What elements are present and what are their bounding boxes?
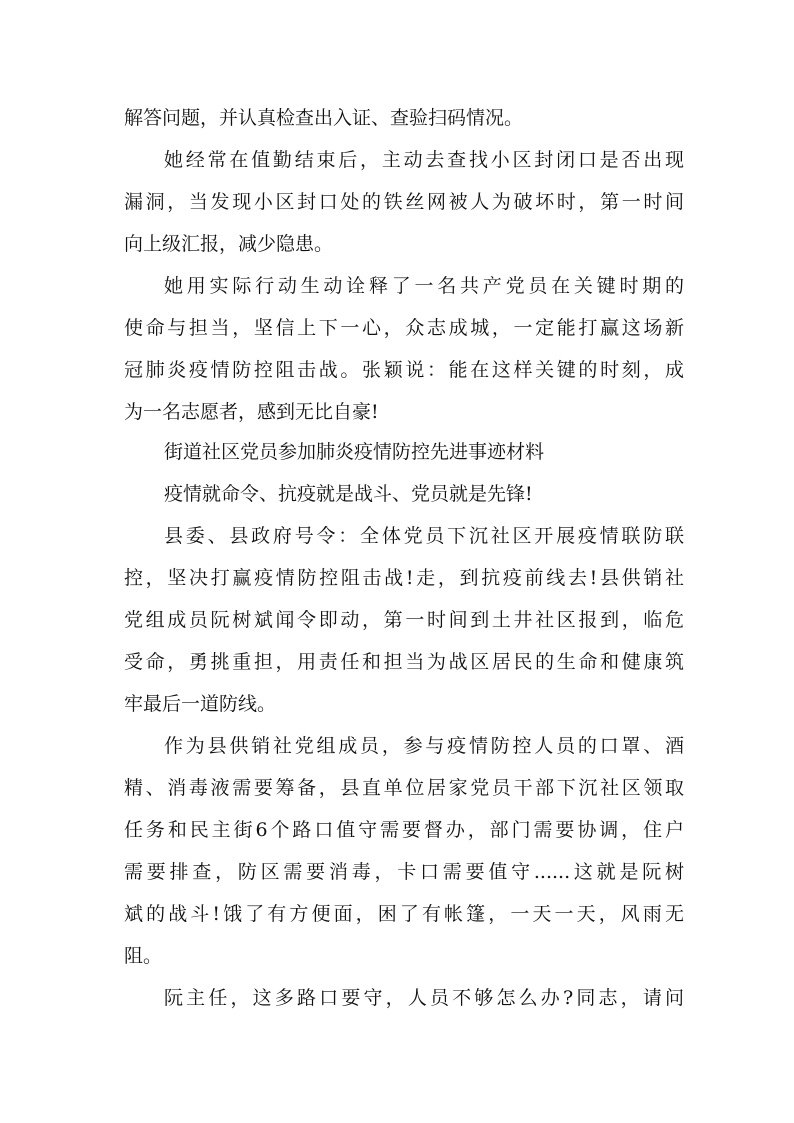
text-line: 控，坚决打赢疫情防控阻击战!走，到抗疫前线去!县供销社 xyxy=(124,567,684,589)
text-line: 为一名志愿者，感到无比自豪! xyxy=(124,401,379,423)
text-line: 作为县供销社党组成员，参与疫情防控人员的口罩、酒 xyxy=(164,735,684,757)
text-line: 疫情就命令、抗疫就是战斗、党员就是先锋! xyxy=(164,483,533,505)
text-line: 她用实际行动生动诠释了一名共产党员在关键时期的 xyxy=(164,275,684,297)
text-line: 使命与担当，坚信上下一心，众志成城，一定能打赢这场新 xyxy=(124,317,684,339)
text-line: 牢最后一道防线。 xyxy=(124,693,277,715)
text-line: 精、消毒液需要筹备，县直单位居家党员干部下沉社区领取 xyxy=(124,777,684,799)
text-line: 她经常在值勤结束后，主动去查找小区封闭口是否出现 xyxy=(164,149,684,171)
section-heading: 街道社区党员参加肺炎疫情防控先进事迹材料 xyxy=(164,441,545,463)
text-line: 需要排查，防区需要消毒，卡口需要值守......这就是阮树 xyxy=(124,861,684,883)
text-line: 党组成员阮树斌闻令即动，第一时间到土井社区报到，临危 xyxy=(124,609,684,631)
text-line: 县委、县政府号令：全体党员下沉社区开展疫情联防联 xyxy=(164,525,684,547)
text-line: 冠肺炎疫情防控阻击战。张颖说：能在这样关键的时刻，成 xyxy=(124,359,684,381)
text-line: 向上级汇报，减少隐患。 xyxy=(124,233,334,255)
text-line: 受命，勇挑重担，用责任和担当为战区居民的生命和健康筑 xyxy=(124,651,684,673)
text-line: 斌的战斗!饿了有方便面，困了有帐篷，一天一天，风雨无 xyxy=(124,903,684,925)
text-line: 漏洞，当发现小区封口处的铁丝网被人为破坏时，第一时间 xyxy=(124,191,684,213)
text-line: 解答问题，并认真检查出入证、查验扫码情况。 xyxy=(124,107,524,129)
text-line: 阮主任，这多路口要守，人员不够怎么办?同志，请问 xyxy=(164,987,684,1009)
text-line: 任务和民主街6个路口值守需要督办，部门需要协调，住户 xyxy=(124,819,684,841)
text-line: 阻。 xyxy=(124,945,163,967)
